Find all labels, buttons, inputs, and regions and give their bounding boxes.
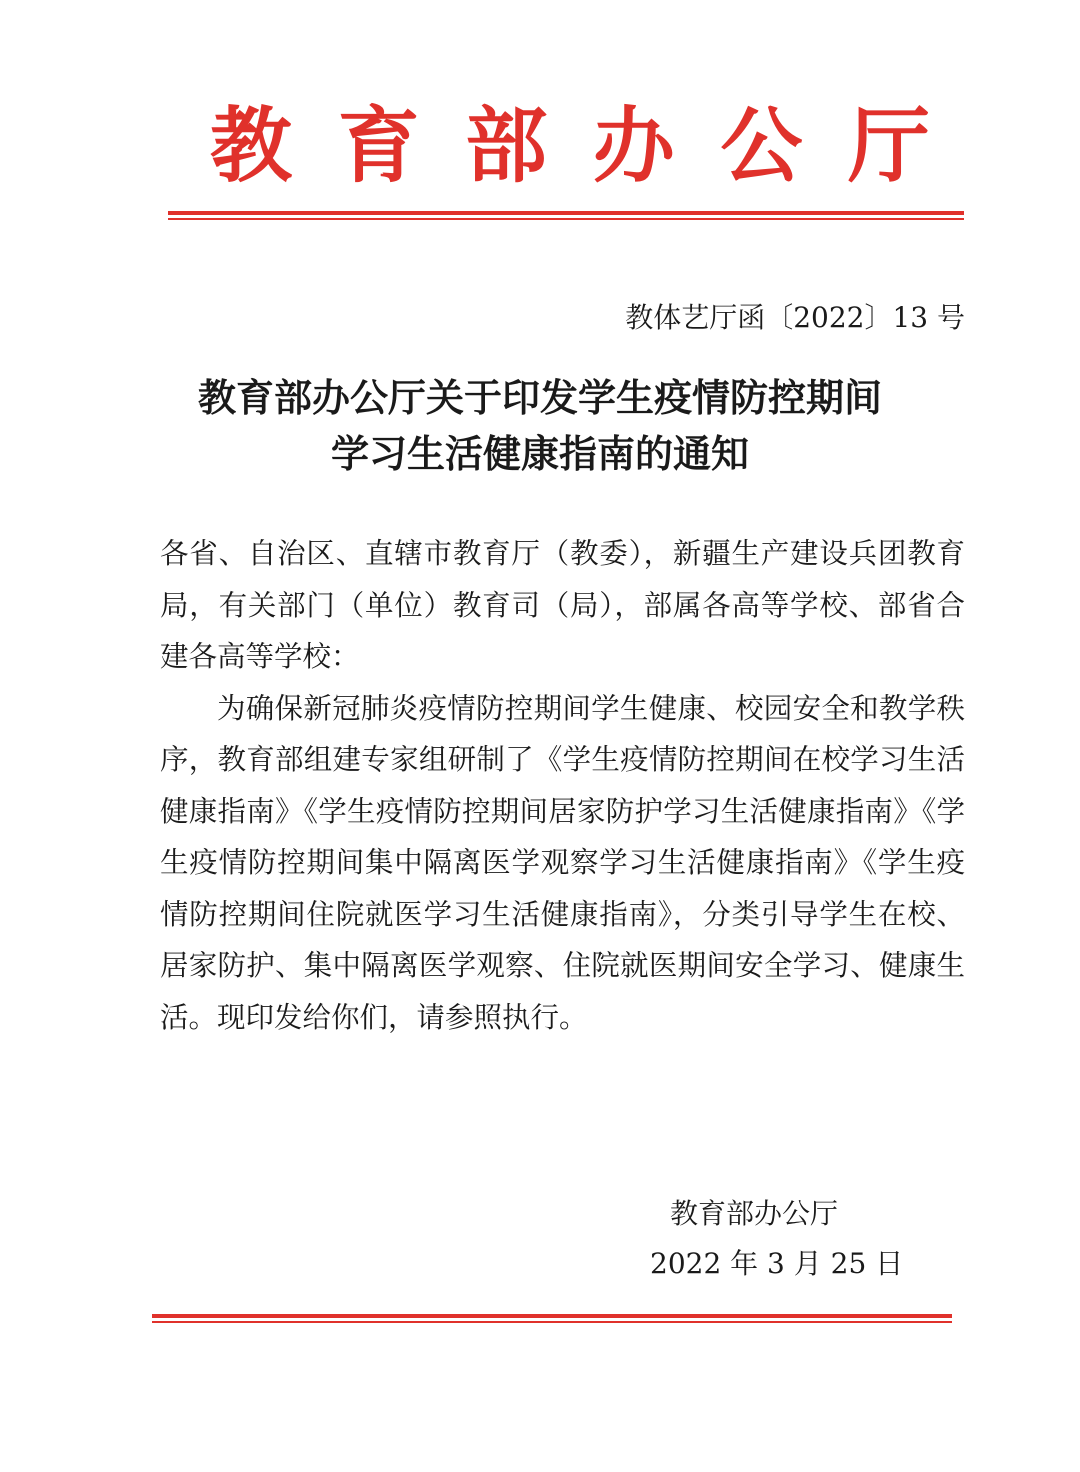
footer-divider bbox=[152, 1314, 952, 1323]
letterhead-char: 部 bbox=[465, 98, 548, 194]
letterhead-divider bbox=[168, 211, 964, 220]
issuer-name: 教育部办公厅 bbox=[670, 1197, 839, 1230]
document-title bbox=[0, 370, 1080, 482]
letterhead-char: 办 bbox=[592, 98, 675, 194]
letterhead-char: 厅 bbox=[847, 98, 930, 194]
issue-date: 2022 年 3 月 25 日 bbox=[650, 1247, 904, 1280]
title-line-1: 教育部办公厅关于印发学生疫情防控期间 bbox=[197, 375, 882, 420]
document-number: 教体艺厅函〔2022〕13 号 bbox=[625, 301, 965, 334]
salutation: 各省、自治区、直辖市教育厅（教委），新疆生产建设兵团教育局，有关部门（单位）教育司（局），部属各高等学校、部省合建各高等学校： bbox=[160, 537, 965, 673]
letterhead-char: 育 bbox=[337, 98, 420, 194]
letterhead bbox=[210, 100, 930, 192]
letterhead-char: 教 bbox=[210, 98, 293, 194]
document-body bbox=[160, 528, 965, 1043]
letterhead-char: 公 bbox=[720, 98, 803, 194]
body-paragraph: 为确保新冠肺炎疫情防控期间学生健康、校园安全和教学秩序，教育部组建专家组研制了《学生疫情防控期间在校学习生活健康指南》《学生疫情防控期间居家防护学习生活健康指南》《学生疫情防控期间集中隔离医学观察学习生活健康指南》《学生疫情防控期间住院就医学习生活健康指南》，分类引导学生在校、居家防护、集中隔离医学观察、住院就医期间安全学习、健康生活。现印发给你们，请参照执行。 bbox=[160, 691, 965, 1034]
title-line-2: 学习生活健康指南的通知 bbox=[330, 431, 749, 476]
